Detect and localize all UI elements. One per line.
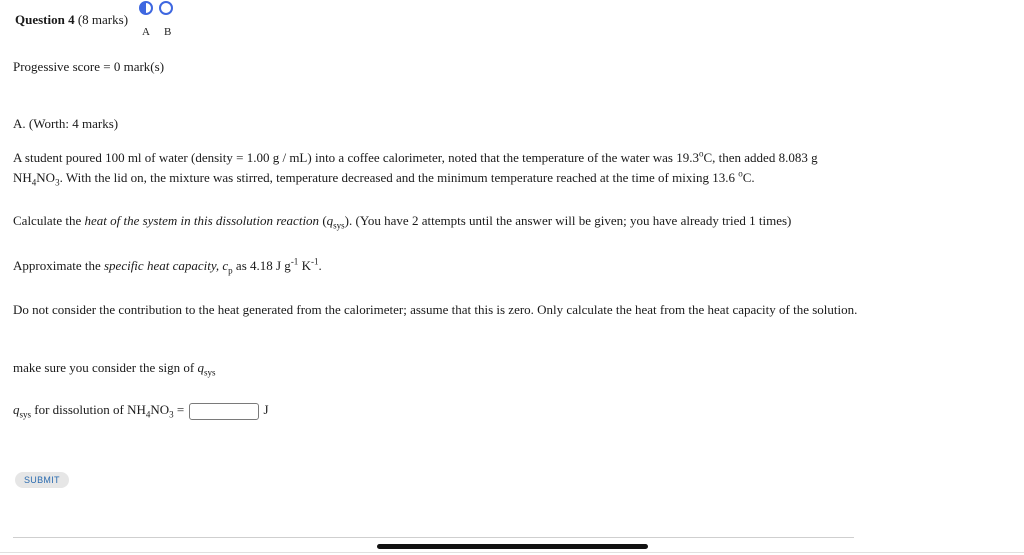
question-title <box>15 12 128 28</box>
heat-capacity-hint <box>13 256 858 276</box>
text: ( <box>319 213 327 228</box>
text: Calculate the <box>13 213 85 228</box>
text: C. <box>742 170 755 185</box>
answer-row <box>13 402 269 420</box>
superscript: -1 <box>290 256 299 267</box>
progressive-score: Progessive score = 0 mark(s) <box>13 59 165 74</box>
part-a-progress-icon[interactable] <box>139 1 153 15</box>
q-symbol: q <box>326 213 334 228</box>
text: . <box>318 258 322 273</box>
text: NO <box>36 170 56 185</box>
italic-text: heat of the system in this dissolution reaction <box>84 213 320 228</box>
unit-label: J <box>263 402 269 417</box>
subscript: sys <box>19 409 32 420</box>
degree-sup: o <box>698 148 704 159</box>
problem-statement <box>13 148 858 188</box>
sign-reminder <box>13 358 858 378</box>
divider <box>13 537 854 538</box>
part-b-progress-icon[interactable] <box>159 1 173 15</box>
text: ). (You have 2 attempts until the answer will be given; you have already tried 1 times) <box>344 213 792 228</box>
text: NO <box>150 402 170 417</box>
text: as 4.18 J g <box>232 258 291 273</box>
subscript: sys <box>333 220 345 231</box>
italic-text: specific heat capacity, c <box>103 258 229 273</box>
subscript: sys <box>203 367 216 378</box>
part-a-label: A <box>142 26 150 38</box>
text: = <box>173 402 188 417</box>
part-navigator <box>137 0 181 40</box>
subscript: 4 <box>145 409 151 420</box>
question-number: Question 4 <box>15 12 75 27</box>
text: A student poured 100 ml of water (density = 1.00 g / mL) into a coffee calorimeter, noted that the temperature of the water was 19.3 <box>13 150 699 165</box>
text: for dissolution of NH <box>31 402 146 417</box>
text: C, then added 8.083 g NH <box>13 150 818 185</box>
q-symbol: q <box>197 360 204 375</box>
subscript: 4 <box>31 177 37 188</box>
part-b-label: B <box>164 26 172 38</box>
subscript: 3 <box>169 409 174 420</box>
calculate-instruction <box>13 211 858 231</box>
text: Approximate the <box>13 258 104 273</box>
subscript: 3 <box>55 177 60 188</box>
part-a-worth: A. (Worth: 4 marks) <box>13 116 119 131</box>
q-symbol: q <box>13 402 20 417</box>
calorimeter-note: Do not consider the contribution to the heat generated from the calorimeter; assume that this is zero. Only calculate the heat from the heat capacity of the solution. <box>13 302 858 317</box>
text: . With the lid on, the mixture was stirred, temperature decreased and the minimum temperature reached at the time of mixing 13.6 <box>59 170 739 185</box>
superscript: -1 <box>310 256 319 267</box>
text: K <box>298 258 311 273</box>
horizontal-scrollbar[interactable] <box>377 544 648 549</box>
qsys-answer-input[interactable] <box>189 403 259 420</box>
subscript: p <box>228 265 233 276</box>
bottom-border <box>0 552 1024 553</box>
question-marks: (8 marks) <box>77 12 129 27</box>
submit-button[interactable]: SUBMIT <box>15 472 69 488</box>
text: make sure you consider the sign of <box>13 360 198 375</box>
degree-sup: o <box>738 168 743 179</box>
